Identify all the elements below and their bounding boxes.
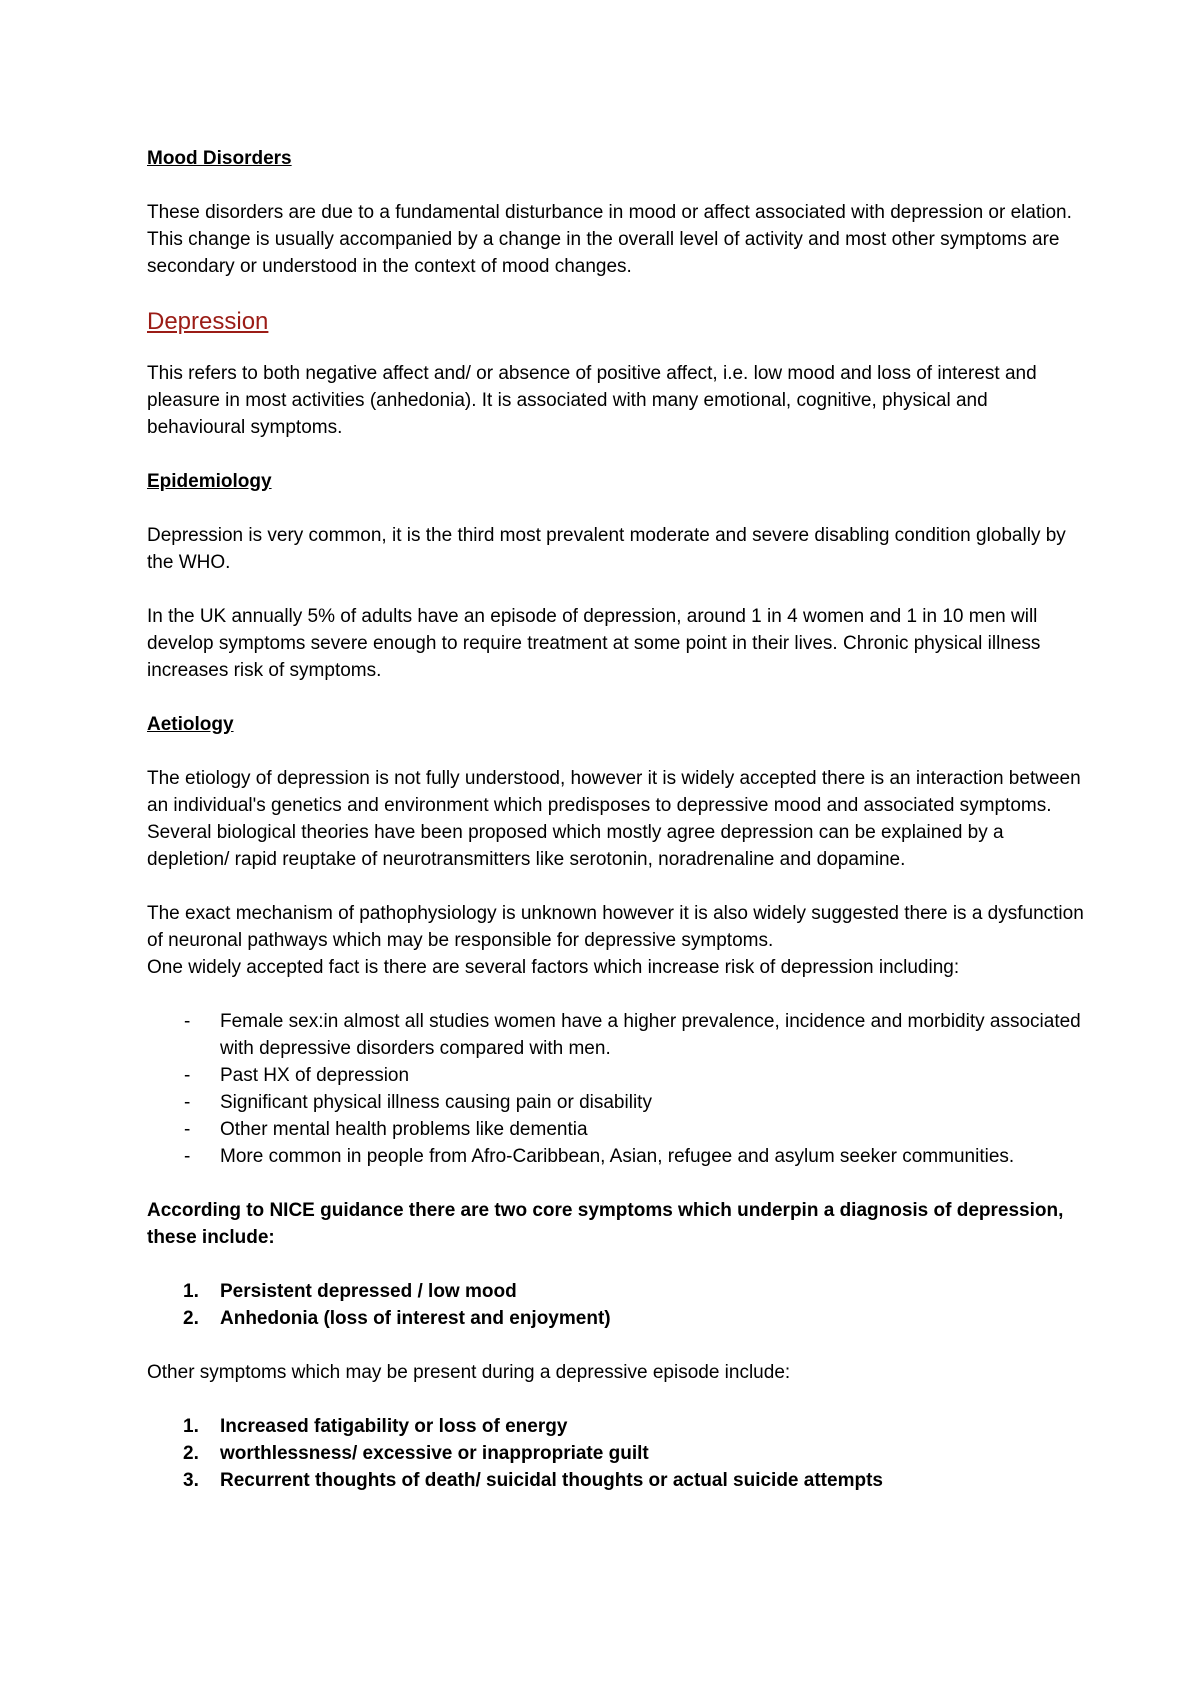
- list-number: 2.: [183, 1308, 199, 1329]
- aetiology-paragraph-1: The etiology of depression is not fully understood, however it is widely accepted there is an interaction between an individual's genetics and environment which predisposes to depressive mood and associated symptoms. Several biological theories have been proposed which mostly agree depression can be explained by a depletion/ rapid reuptake of neurotransmitters like serotonin, noradrenaline and dopamine.: [147, 768, 1081, 870]
- list-item: - Significant physical illness causing pain or disability: [147, 1089, 1087, 1116]
- list-number: 1.: [183, 1281, 199, 1302]
- list-item: - Past HX of depression: [147, 1062, 1087, 1089]
- list-item: [147, 1278, 1087, 1305]
- document-page: [147, 145, 1087, 1521]
- list-item: [147, 1413, 1087, 1440]
- list-item: [147, 1467, 1087, 1494]
- list-item: - Other mental health problems like dementia: [147, 1116, 1087, 1143]
- depression-intro: This refers to both negative affect and/ or absence of positive affect, i.e. low mood and loss of interest and pleasure in most activities (anhedonia). It is associated with many emotional, cognitive, physical and behavioural symptoms.: [147, 363, 1037, 438]
- core-symptoms-list: [147, 1278, 1087, 1332]
- epidemiology-paragraph-1: Depression is very common, it is the third most prevalent moderate and severe disabling condition globally by the WHO.: [147, 525, 1066, 573]
- epidemiology-heading: Epidemiology: [147, 471, 272, 492]
- aetiology-paragraph-3: One widely accepted fact is there are several factors which increase risk of depression including:: [147, 957, 960, 978]
- depression-heading: Depression: [147, 308, 269, 335]
- list-item: [147, 1440, 1087, 1467]
- other-symptoms-list: [147, 1413, 1087, 1494]
- list-text: Persistent depressed / low mood: [220, 1281, 517, 1302]
- aetiology-heading: Aetiology: [147, 714, 234, 735]
- risk-factors-list: [147, 1008, 1087, 1170]
- list-number: 1.: [183, 1416, 199, 1437]
- list-text: Increased fatigability or loss of energy: [220, 1416, 568, 1437]
- list-item: - Female sex:in almost all studies women have a higher prevalence, incidence and morbidity associated with depressive disorders compared with men.: [147, 1008, 1087, 1062]
- list-text: Recurrent thoughts of death/ suicidal thoughts or actual suicide attempts: [220, 1470, 883, 1491]
- list-text: worthlessness/ excessive or inappropriate guilt: [220, 1443, 649, 1464]
- list-item: - More common in people from Afro-Caribbean, Asian, refugee and asylum seeker communities.: [147, 1143, 1087, 1170]
- aetiology-paragraph-2: The exact mechanism of pathophysiology is unknown however it is also widely suggested there is a dysfunction of neuronal pathways which may be responsible for depressive symptoms.: [147, 903, 1084, 951]
- list-text: Anhedonia (loss of interest and enjoyment): [220, 1308, 611, 1329]
- mood-disorders-heading: Mood Disorders: [147, 148, 292, 169]
- other-symptoms-intro: Other symptoms which may be present during a depressive episode include:: [147, 1362, 791, 1383]
- list-number: 3.: [183, 1470, 199, 1491]
- mood-disorders-intro: These disorders are due to a fundamental disturbance in mood or affect associated with depression or elation. This change is usually accompanied by a change in the overall level of activity and most other symptoms are secondary or understood in the context of mood changes.: [147, 202, 1072, 277]
- nice-guidance-intro: According to NICE guidance there are two core symptoms which underpin a diagnosis of depression, these include:: [147, 1200, 1064, 1248]
- list-item: [147, 1305, 1087, 1332]
- epidemiology-paragraph-2: In the UK annually 5% of adults have an episode of depression, around 1 in 4 women and 1 in 10 men will develop symptoms severe enough to require treatment at some point in their lives. Chronic physical illness increases risk of symptoms.: [147, 606, 1041, 681]
- list-number: 2.: [183, 1443, 199, 1464]
